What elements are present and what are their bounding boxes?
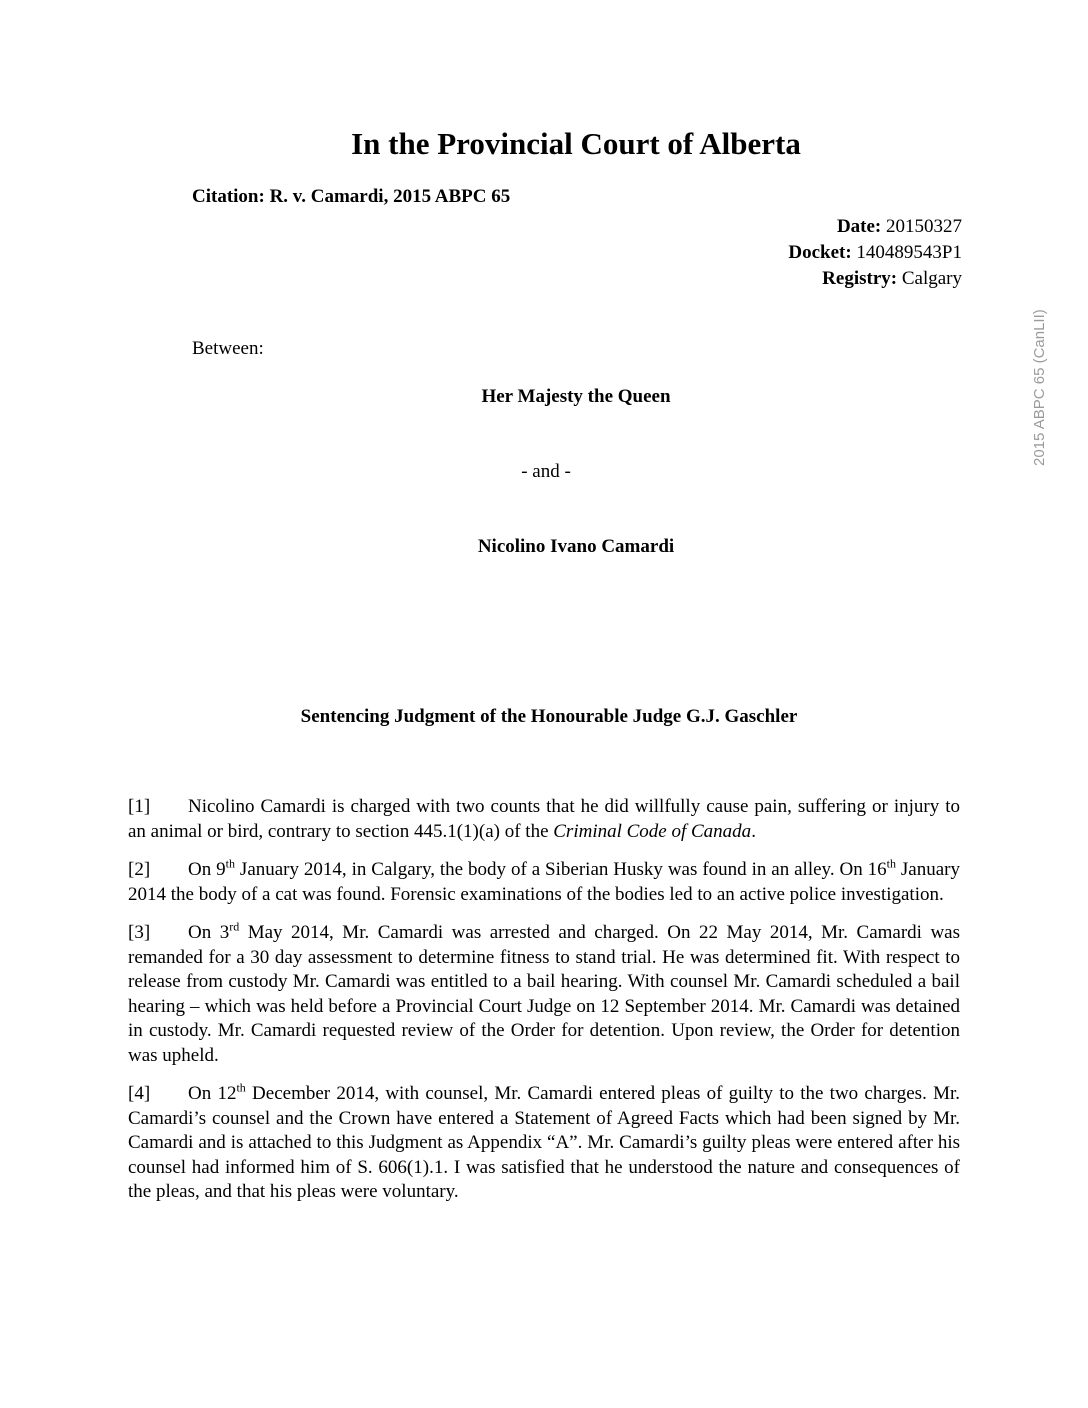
canlii-watermark: 2015 ABPC 65 (CanLII) [1031,309,1048,466]
citation [192,186,510,208]
citation-label: Citation: [192,186,265,207]
party-plaintiff: Her Majesty the Queen [481,386,671,407]
case-metadata [788,214,962,292]
paragraph-1 [128,795,960,844]
registry-line [788,266,962,292]
date-label: Date: [836,216,882,237]
registry-label: Registry: [822,268,898,289]
date-line [788,214,962,240]
ordinal-suffix: th [225,856,235,871]
ordinal-suffix: th [236,1080,246,1095]
paragraph-text: January 2014, in Calgary, the body of a Siberian Husky was found in an alley. On 16 [235,859,887,880]
paragraph-text: On 12 [188,1083,237,1104]
statute-name: Criminal Code of Canada [553,820,752,842]
paragraph-number: [2] [128,859,151,880]
paragraph-text: December 2014, with counsel, Mr. Camardi entered pleas of guilty to the two charges. Mr. Camardi’s counsel and the Crown have entered a Statement of Agreed Facts which had been signed by Mr. Camardi and is attached to this Judgment as Appendix “A”. Mr. Camardi’s guilty pleas were entered after his counsel had informed him of S. 606(1).1. I was satisfied that he understood the nature and consequences of the pleas, and that his pleas were voluntary. [128,1083,960,1202]
paragraph-3 [128,921,960,1068]
paragraph-text: Nicolino Camardi is charged with two counts that he did willfully cause pain, suffering or injury to an animal or bird, contrary to section 445.1(1)(a) of the [128,796,960,842]
ordinal-suffix: rd [229,919,240,934]
party-defendant: Nicolino Ivano Camardi [477,536,675,557]
ordinal-suffix: th [886,856,896,871]
citation-value: R. v. Camardi, 2015 ABPC 65 [269,186,511,207]
paragraph-4 [128,1082,960,1205]
between-label: Between: [192,338,264,359]
docket-label: Docket: [788,242,852,263]
paragraph-text: On 3 [188,922,230,943]
paragraph-number: [3] [128,922,151,943]
and-separator: - and - [521,461,571,482]
judgment-title: Sentencing Judgment of the Honourable Judge G.J. Gaschler [300,706,798,727]
paragraph-text: May 2014, Mr. Camardi was arrested and charged. On 22 May 2014, Mr. Camardi was remanded for a 30 day assessment to determine fitness to stand trial. He was determined fit. With respect to release from custody Mr. Camardi was entitled to a bail hearing. With counsel Mr. Camardi scheduled a bail hearing – which was held before a Provincial Court Judge on 12 September 2014. Mr. Camardi was detained in custody. Mr. Camardi requested review of the Order for detention. Upon review, the Order for detention was upheld. [128,922,960,1066]
paragraph-number: [1] [128,796,151,817]
paragraph-text: On 9 [188,859,226,880]
docket-value: 140489543P1 [856,242,962,263]
paragraph-text: . [751,820,756,842]
court-title: In the Provincial Court of Alberta [351,126,801,161]
registry-value: Calgary [901,268,962,289]
date-value: 20150327 [886,216,962,237]
paragraph-number: [4] [128,1083,151,1104]
paragraph-text: January 2014 the body of a cat was found. Forensic examinations of the bodies led to an active police investigation. [128,859,960,905]
paragraph-2 [128,858,960,907]
judgment-body [128,795,960,1219]
docket-line [788,240,962,266]
